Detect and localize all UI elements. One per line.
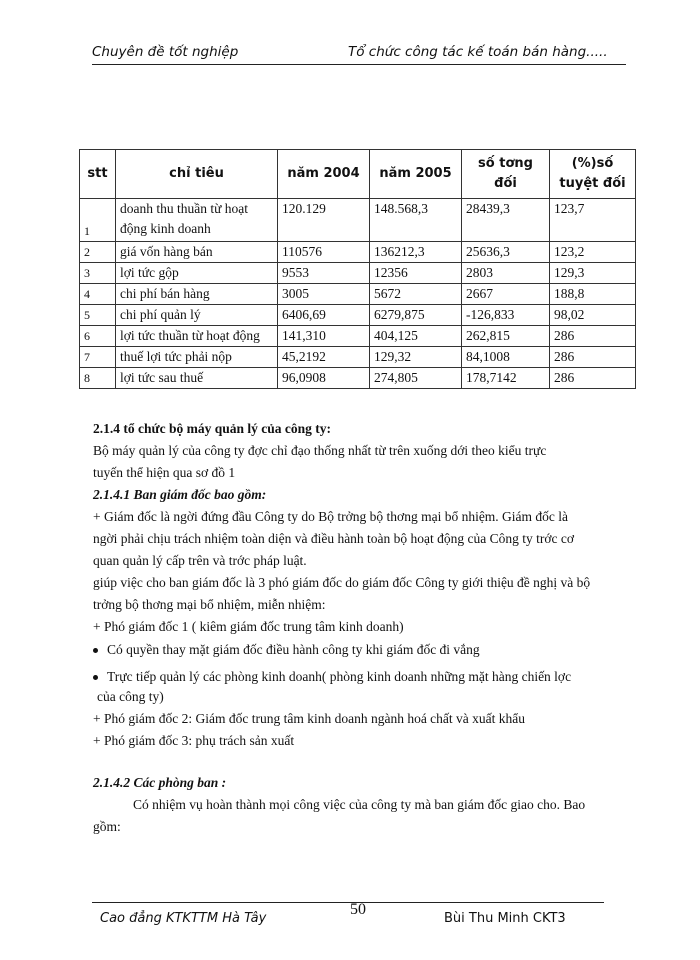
cell-2004: 3005 [278,284,370,305]
cell-stt: 5 [80,305,116,326]
footer-right-text: Bùi Thu Minh CKT3 [444,911,566,926]
cell-item: lợi tức thuần từ hoạt động [116,326,278,347]
col-header-relative: số tơng đối [462,150,550,199]
list-item: + Phó giám đốc 2: Giám đốc trung tâm kinh doanh ngành hoá chất và xuất khẩu [93,711,526,726]
paragraph-line: + Giám đốc là ngời đứng đầu Công ty do Bộ trởng bộ thơng mại bổ nhiệm. Giám đốc là [93,509,569,524]
header-left-text: Chuyên đề tốt nghiệp [92,44,239,60]
bullet-icon [93,675,98,680]
section-heading-2-1-4-2: 2.1.4.2 Các phòng ban : [93,775,227,790]
cell-2005: 5672 [370,284,462,305]
cell-2004: 96,0908 [278,368,370,389]
paragraph-line: ngời phải chịu trách nhiệm toàn diện và điều hành toàn bộ hoạt động của Công ty trớc cơ [93,531,575,546]
paragraph-line: tuyến thể hiện qua sơ đồ 1 [93,465,236,480]
table-row [80,326,636,347]
cell-absolute: 129,3 [550,263,636,284]
col-header-absolute: (%)số tuyệt đối [550,150,636,199]
cell-item: lợi tức sau thuế [116,368,278,389]
cell-item: lợi tức gộp [116,263,278,284]
cell-2004: 6406,69 [278,305,370,326]
header-right-text: Tổ chức công tác kế toán bán hàng..... [348,44,608,60]
list-item: + Phó giám đốc 3: phụ trách sản xuất [93,733,295,748]
cell-absolute: 188,8 [550,284,636,305]
cell-stt: 1 [80,199,116,242]
cell-relative: 2803 [462,263,550,284]
section-heading-2-1-4-1: 2.1.4.1 Ban giám đốc bao gồm: [93,487,267,502]
paragraph-line: quan quản lý cấp trên và trớc pháp luật. [93,553,307,568]
paragraph-line: trởng bộ thơng mại bổ nhiệm, miễn nhiệm: [93,597,326,612]
bullet-icon [93,648,98,653]
table-row [80,263,636,284]
cell-absolute: 286 [550,347,636,368]
bullet-text: Có quyền thay mặt giám đốc điều hành công ty khi giám đốc đi vắng [107,642,480,657]
cell-stt: 2 [80,242,116,263]
paragraph-line: Bộ máy quản lý của công ty đợc chỉ đạo thống nhất từ trên xuống dới theo kiểu trực [93,443,547,458]
cell-relative: 2667 [462,284,550,305]
cell-2005: 404,125 [370,326,462,347]
table-header-row [80,150,636,199]
cell-2004: 45,2192 [278,347,370,368]
cell-2005: 136212,3 [370,242,462,263]
cell-relative: 28439,3 [462,199,550,242]
cell-item: chi phí bán hàng [116,284,278,305]
bullet-item [93,642,480,658]
cell-relative: 25636,3 [462,242,550,263]
cell-2004: 110576 [278,242,370,263]
cell-2005: 12356 [370,263,462,284]
page-number: 50 [350,901,366,918]
table-row [80,199,636,242]
cell-stt: 6 [80,326,116,347]
paragraph-line: của công ty) [97,689,164,704]
col-header-2004: năm 2004 [278,150,370,199]
cell-relative: 178,7142 [462,368,550,389]
cell-2005: 129,32 [370,347,462,368]
table-row [80,305,636,326]
cell-absolute: 98,02 [550,305,636,326]
cell-stt: 8 [80,368,116,389]
cell-2004: 120.129 [278,199,370,242]
cell-absolute: 286 [550,326,636,347]
cell-relative: 84,1008 [462,347,550,368]
col-header-stt: stt [80,150,116,199]
paragraph-line: Có nhiệm vụ hoàn thành mọi công việc của công ty mà ban giám đốc giao cho. Bao [133,797,586,812]
cell-relative: 262,815 [462,326,550,347]
cell-absolute: 286 [550,368,636,389]
cell-relative: -126,833 [462,305,550,326]
paragraph-line: gồm: [93,819,121,834]
cell-stt: 7 [80,347,116,368]
cell-2004: 141,310 [278,326,370,347]
cell-stt: 4 [80,284,116,305]
cell-item: thuế lợi tức phải nộp [116,347,278,368]
col-header-2005: năm 2005 [370,150,462,199]
table-row [80,347,636,368]
cell-2005: 274,805 [370,368,462,389]
cell-absolute: 123,2 [550,242,636,263]
page-footer [92,902,604,929]
list-item: + Phó giám đốc 1 ( kiêm giám đốc trung tâm kinh doanh) [93,619,404,634]
cell-item: giá vốn hàng bán [116,242,278,263]
col-header-item: chỉ tiêu [116,150,278,199]
paragraph-line: giúp việc cho ban giám đốc là 3 phó giám đốc do giám đốc Công ty giới thiệu đề nghị và bộ [93,575,591,590]
cell-item: chi phí quản lý [116,305,278,326]
section-heading-2-1-4: 2.1.4 tổ chức bộ máy quản lý của công ty: [93,421,331,436]
bullet-text: Trực tiếp quản lý các phòng kinh doanh( phòng kinh doanh những mặt hàng chiến lợc [107,669,572,684]
footer-left-text: Cao đẳng KTKTTM Hà Tây [100,911,267,926]
cell-stt: 3 [80,263,116,284]
table-row [80,284,636,305]
cell-2005: 148.568,3 [370,199,462,242]
business-results-table [79,149,636,389]
cell-item: doanh thu thuần từ hoạt động kinh doanh [116,199,278,242]
cell-absolute: 123,7 [550,199,636,242]
cell-2004: 9553 [278,263,370,284]
cell-2005: 6279,875 [370,305,462,326]
table-row [80,368,636,389]
page-header [92,44,626,65]
table-row [80,242,636,263]
bullet-item [93,669,571,685]
